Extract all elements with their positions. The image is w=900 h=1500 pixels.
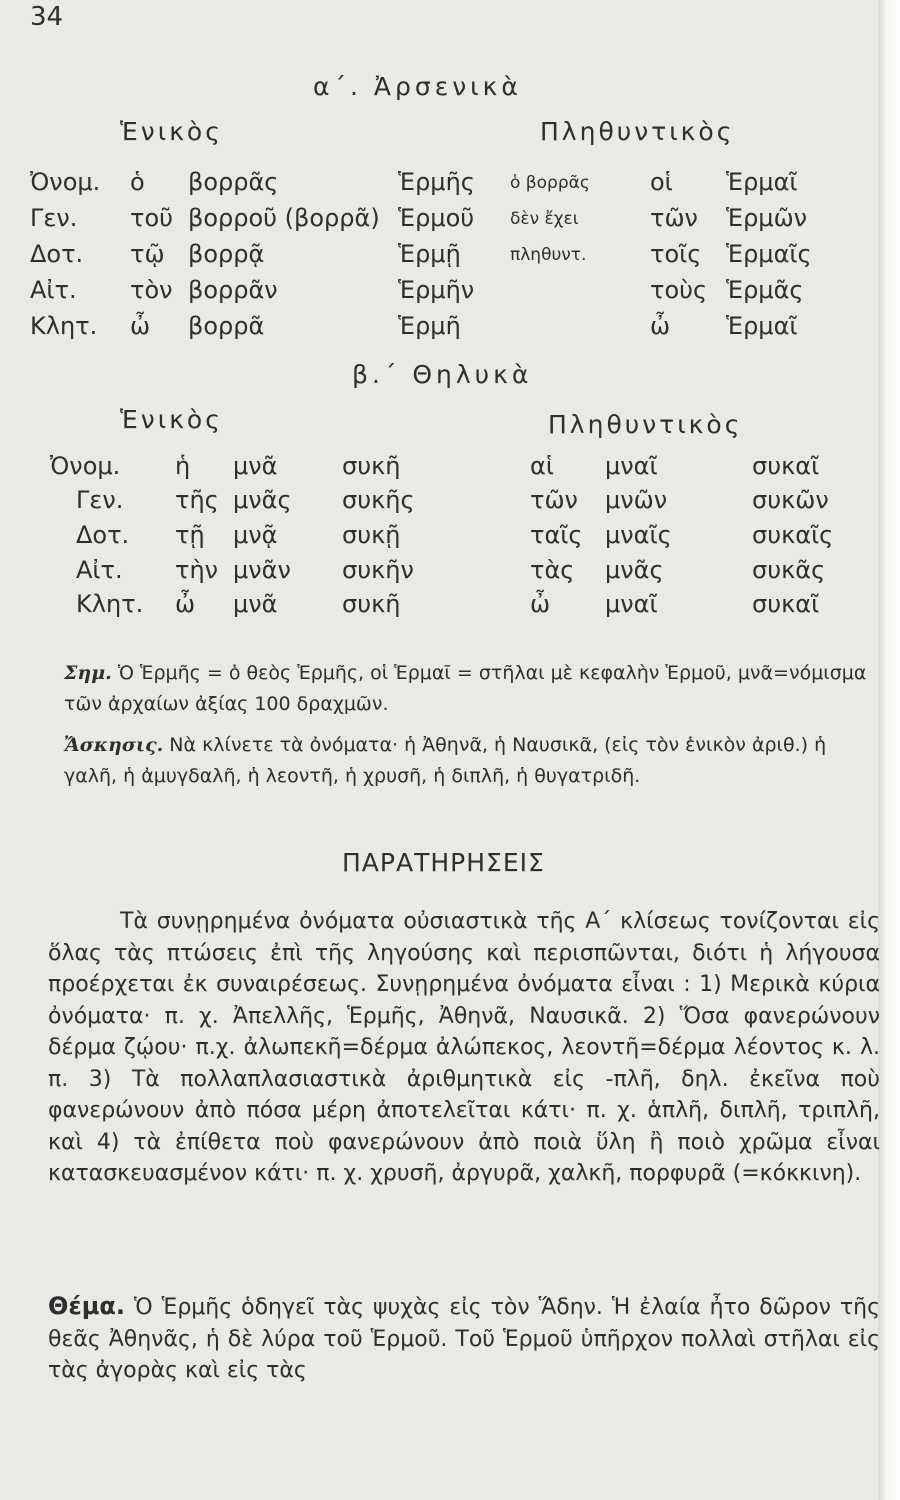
theme-text: Ὁ Ἑρμῆς ὁδηγεῖ τὰς ψυχὰς εἰς τὸν Ἅδην. Ἡ ἐλαία ἦτο δῶρον τῆς θεᾶς Ἀθηνᾶς, ἡ δὲ λύρα τοῦ Ἑρμοῦ. Τοῦ Ἑρμοῦ ὑπῆρχον πολλαὶ στῆλαι εἰς τὰς ἀγορὰς καὶ εἰς τὰς — [48, 1295, 880, 1383]
page-number: 34 — [30, 2, 64, 32]
noun-form: συκῆ — [342, 452, 401, 480]
masculine-singular-header: Ἑνικὸς — [120, 117, 223, 146]
feminine-singular-header: Ἑνικὸς — [120, 405, 223, 434]
noun-form: συκῆς — [342, 486, 415, 514]
noun-form: μνᾷ — [233, 521, 278, 549]
article: ταῖς — [530, 521, 583, 549]
article: τοὺς — [650, 276, 708, 304]
noun-form: βορρᾶν — [188, 276, 278, 304]
article: ὁ — [130, 168, 145, 196]
noun-form: συκαῖ — [752, 590, 820, 618]
noun-form: συκῶν — [752, 486, 829, 514]
exercise-paragraph — [64, 730, 879, 792]
noun-form: συκᾶς — [752, 556, 826, 584]
noun-form: Ἑρμοῦ — [398, 204, 475, 232]
observations-body — [48, 906, 880, 1190]
article: αἱ — [530, 452, 554, 480]
noun-form: βορρᾶ — [188, 312, 265, 340]
article: τοῖς — [650, 240, 702, 268]
noun-form: βορροῦ (βορρᾶ) — [188, 204, 380, 232]
noun-form: Ἑρμαῖ — [726, 168, 798, 196]
case-label: Αἰτ. — [76, 556, 123, 584]
noun-form: Ἑρμῆς — [398, 168, 475, 196]
noun-form: μνᾶν — [233, 556, 291, 584]
noun-form: Ἑρμῇ — [398, 240, 461, 268]
noun-form: Ἑρμῆ — [398, 312, 461, 340]
exercise-label: Ἄσκησις. — [64, 734, 164, 756]
article: τὸν — [130, 276, 173, 304]
plural-note: δὲν ἔχει — [510, 209, 579, 229]
case-label: Γεν. — [76, 486, 124, 514]
article: ὦ — [650, 312, 671, 340]
article: ἡ — [175, 452, 191, 480]
article: τοῦ — [130, 204, 174, 232]
case-label: Ὀνομ. — [30, 168, 101, 196]
noun-form: μνᾶ — [233, 452, 278, 480]
noun-form: μναῖ — [605, 452, 658, 480]
case-label: Ὀνομ. — [50, 452, 121, 480]
theme-paragraph — [48, 1291, 880, 1387]
observations-paragraph: Τὰ συνῃρημένα ὀνόματα οὐσιαστικὰ τῆς Α΄ κλίσεως τονίζονται εἰς ὅλας τὰς πτώσεις ἐπὶ τῆς ληγούσης καὶ περισπῶνται, διότι ἡ λήγουσα προέρχεται ἐκ συναιρέσεως. Συνῃρημένα ὀνόματα εἶναι : 1) Μερικὰ κύρια ὀνόματα· π. χ. Ἀπελλῆς, Ἑρμῆς, Ἀθηνᾶ, Ναυσικᾶ. 2) Ὅσα φανερώνουν δέρμα ζῴου· π.χ. ἀλωπεκῆ=δέρμα ἀλώπεκος, λεοντῆ=δέρμα λέοντος κ. λ. π. 3) Τὰ πολλαπλασιαστικὰ ἀριθμητικὰ εἰς -πλῆ, δηλ. ἐκεῖνα ποὺ φανερώνουν ἀπὸ πόσα μέρη ἀποτελεῖται κάτι· π. χ. ἁπλῆ, διπλῆ, τριπλῆ, καὶ 4) τὰ ἐπίθετα ποὺ φανερώνουν ἀπὸ ποιὰ ὕλη ἢ ποιὸ χρῶμα εἶναι κατασκευασμένον κάτι· π. χ. χρυσῆ, ἀργυρᾶ, χαλκῆ, πορφυρᾶ (=κόκκινη). — [48, 909, 880, 1186]
article: τῇ — [175, 521, 205, 549]
noun-form: Ἑρμᾶς — [726, 276, 804, 304]
noun-form: συκῆ — [342, 590, 401, 618]
article: τῷ — [130, 240, 165, 268]
section-title-feminine: β.΄ Θηλυκὰ — [352, 360, 533, 389]
article: τῶν — [530, 486, 578, 514]
noun-form: Ἑρμῶν — [726, 204, 808, 232]
noun-form: Ἑρμαῖ — [726, 312, 798, 340]
noun-form: μναῖς — [605, 521, 672, 549]
article: τῆς — [175, 486, 219, 514]
feminine-plural-header: Πληθυντικὸς — [548, 410, 743, 439]
noun-form: μνᾶς — [233, 486, 292, 514]
exercise-text: Νὰ κλίνετε τὰ ὀνόματα· ἡ Ἀθηνᾶ, ἡ Ναυσικᾶ, (εἰς τὸν ἑνικὸν ἀριθ.) ἡ γαλῆ, ἡ ἀμυγδαλῆ, ἡ λεοντῆ, ἡ χρυσῆ, ἡ διπλῆ, ἡ θυγατριδῆ. — [64, 734, 827, 787]
article: τὰς — [530, 556, 575, 584]
theme-label: Θέμα. — [48, 1292, 126, 1320]
article: οἱ — [650, 168, 673, 196]
note-text: Ὁ Ἑρμῆς = ὁ θεὸς Ἑρμῆς, οἱ Ἑρμαῖ = στῆλαι μὲ κεφαλὴν Ἑρμοῦ, μνᾶ=νόμισμα τῶν ἀρχαίων ἀξίας 100 δραχμῶν. — [64, 662, 867, 715]
observations-title: ΠΑΡΑΤΗΡΗΣΕΙΣ — [342, 848, 545, 877]
section-title-masculine: α΄. Ἀρσενικὰ — [313, 72, 522, 101]
note-label: Σημ. — [64, 662, 112, 684]
noun-form: συκαῖς — [752, 521, 834, 549]
noun-form: συκῇ — [342, 521, 401, 549]
case-label: Αἰτ. — [30, 276, 77, 304]
noun-form: μνᾶς — [605, 556, 664, 584]
article: ὦ — [175, 590, 196, 618]
noun-form: βορρᾷ — [188, 240, 265, 268]
case-label: Δοτ. — [76, 521, 130, 549]
case-label: Κλητ. — [76, 590, 144, 618]
noun-form: συκαῖ — [752, 452, 820, 480]
masculine-plural-header: Πληθυντικὸς — [540, 117, 735, 146]
article: ὦ — [130, 312, 151, 340]
case-label: Γεν. — [30, 204, 78, 232]
book-spine-edge — [878, 0, 900, 1500]
noun-form: Ἑρμῆν — [398, 276, 475, 304]
case-label: Δοτ. — [30, 240, 84, 268]
plural-note: ὁ βορρᾶς — [510, 173, 590, 193]
noun-form: μνῶν — [605, 486, 668, 514]
article: τὴν — [175, 556, 219, 584]
plural-note: πληθυντ. — [510, 245, 587, 265]
noun-form: συκῆν — [342, 556, 414, 584]
article: ὦ — [530, 590, 551, 618]
note-paragraph — [64, 658, 879, 720]
article: τῶν — [650, 204, 698, 232]
noun-form: Ἑρμαῖς — [726, 240, 812, 268]
noun-form: μναῖ — [605, 590, 658, 618]
noun-form: βορρᾶς — [188, 168, 279, 196]
case-label: Κλητ. — [30, 312, 98, 340]
noun-form: μνᾶ — [233, 590, 278, 618]
